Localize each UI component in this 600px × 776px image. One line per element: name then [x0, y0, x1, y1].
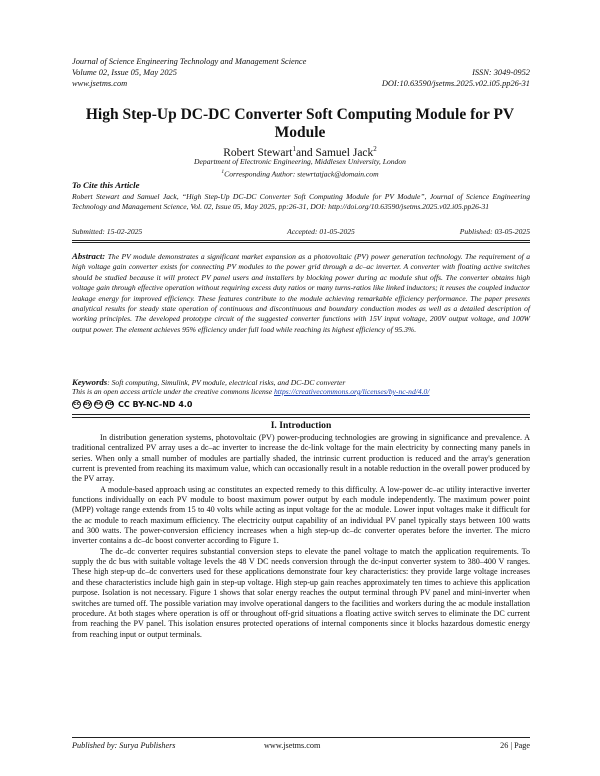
section-body — [72, 433, 530, 640]
abstract-label: Abstract: — [72, 251, 106, 261]
keywords-label: Keywords — [72, 377, 108, 387]
corr-sup: 1 — [221, 169, 225, 175]
section-heading: I. Introduction — [270, 420, 332, 431]
license-link[interactable]: https://creativecommons.org/licenses/by-nc-nd/4.0/ — [273, 387, 430, 396]
journal-website[interactable]: www.jsetms.com — [72, 79, 128, 88]
abstract — [72, 251, 530, 335]
journal-name: Journal of Science Engineering Technology and Management Science — [72, 57, 307, 66]
nc-icon: nc — [94, 401, 103, 407]
footer-publisher: Published by: Surya Publishers — [72, 741, 176, 750]
cc-badge[interactable] — [72, 398, 193, 410]
divider-top — [72, 240, 530, 241]
paper-title: High Step-Up DC-DC Converter Soft Computing Module for PV Module — [85, 106, 515, 141]
cite-text: Robert Stewart and Samuel Jack, “High Step-Up DC-DC Converter Soft Computing Module for PV Module”, Journal of Science Engineering Technology and Management Science, Vol. 02, Issue 05, May 2025, pp:26-31, DOI: http://doi.org/10.63590/jsetms.2025.v02.i05.pp26-31 — [72, 192, 530, 211]
author-2: and Samuel Jack — [296, 146, 374, 159]
cite-heading: To Cite this Article — [72, 180, 140, 190]
cc-badge-label: CC BY-NC-ND 4.0 — [118, 399, 193, 409]
divider-top-2 — [72, 242, 530, 243]
corresponding-author — [60, 167, 540, 180]
submitted-date: Submitted: 15-02-2025 — [72, 227, 143, 236]
corresponding-text: Corresponding Author: stewrtatjack@domain.com — [224, 169, 379, 179]
keywords-text: : Soft computing, Simulink, PV module, electrical risks, and DC-DC converter — [107, 378, 346, 387]
by-icon: by — [83, 401, 92, 407]
abstract-text: The PV module demonstrates a significant market expansion as a photovoltaic (PV) power generation technology. The requirement of a high voltage gain converter exists for connecting PV modules to the power grid through a dc–ac inverter. A converter with floating active switches should be studied because it will protect PV panel users and installers by blocking power during ac module shut offs. The converter obtains high voltage gain through effective operation without requiring excess duty ratios or many turns-ratios like linked inductors; it reuses the coupled inductor leakage energy for improved efficiency. These features contribute to the module achieving remarkable efficiency performance. The paper presents analytical results for steady state operation of continuous and discontinuous and boundary conduction modes as well as a detailed description of working principles. The developed prototype circuit of the suggested converter functions with 15V input voltage, 200V output voltage, and 100W output power. The element achieves 95% efficiency under full load while reaching its highest efficiency of 95.3%. — [72, 252, 530, 334]
volume-issue: Volume 02, Issue 05, May 2025 — [72, 68, 177, 77]
dates-row — [72, 227, 530, 236]
nd-icon: nd — [105, 401, 114, 407]
doi[interactable]: DOI:10.63590/jsetms.2025.v02.i05.pp26-31 — [381, 79, 530, 88]
paragraph-3: The dc–dc converter requires substantial conversion steps to elevate the panel voltage to match the application requirements. To supply the dc bus with suitable voltage levels the 48 V DC needs conversion through the dc-input converter system to 380–400 V ranges. These high step-up dc–dc converters used for these applications demonstrate four key characteristics: they provide large voltage increases and these characteristics include high gain in step-up voltage. High step-up gain reaches approximately ten times to achieve this application purpose. Isolation is not necessary. Figure 1 shows that solar energy reaches the output terminal through PV panel and mini-inverter when switches are turned off. The possible variation may involve operational dangers to the facilities and workers during the ac module installation procedure. At both stages where operation is off or throughout off-grid situations a floating active switch serves to eliminate the DC current from reaching the PV panel. This isolation ensures protected operations of internal components since it blocks hazardous domestic energy from reaching input or output terminals. — [72, 546, 530, 639]
cc-icon: cc — [73, 401, 80, 407]
keywords — [72, 377, 345, 387]
paragraph-2: A module-based approach using ac constitutes an expected remedy to this difficulty. A low-power dc–ac utility interactive inverter functions individually on each PV module to boost maximum power output by each module independently. The maximum power point (MPP) voltage range extends from 15 to 40 volts while acting as input voltage for the ac module. Lower input voltages make it difficult for the ac module to reach maximum efficiency. The electricity output capability of an individual PV panel typically stays between 100 watts and 300 watts. The power-conversion efficiency increases when a high step-up dc–dc converter operates before the inverter. The micro inverter contains a dc–dc boost converter according to Figure 1. — [72, 484, 530, 546]
issn: ISSN: 3049-0952 — [472, 68, 530, 77]
affiliation: Department of Electronic Engineering, Middlesex University, London — [194, 157, 406, 166]
license-line — [72, 387, 429, 396]
author-1-sup: 1 — [292, 145, 296, 153]
published-date: Published: 03-05-2025 — [459, 227, 530, 236]
footer-page: 26 | Page — [500, 741, 530, 750]
author-1: Robert Stewart — [223, 146, 293, 159]
footer-website[interactable]: www.jsetms.com — [264, 741, 321, 750]
accepted-date: Accepted: 01-05-2025 — [287, 227, 355, 236]
footer-rule — [72, 737, 530, 738]
divider-section — [72, 414, 530, 418]
author-2-sup: 2 — [373, 145, 377, 153]
license-text: This is an open access article under the creative commons license — [72, 387, 274, 396]
paragraph-1: In distribution generation systems, photovoltaic (PV) power-producing technologies are growing in significance and prevalence. A traditional centralized PV array uses a dc–ac inverter to increase the dc-link voltage for the main electricity by connecting many panels in series. When only a small number of modules are partially shaded, the intrinsic current production is reduced and the array's generation current is prevented from reaching its maximum value, which can occasionally result in a notable reduction in the overall power produced by the PV array. — [72, 433, 530, 484]
